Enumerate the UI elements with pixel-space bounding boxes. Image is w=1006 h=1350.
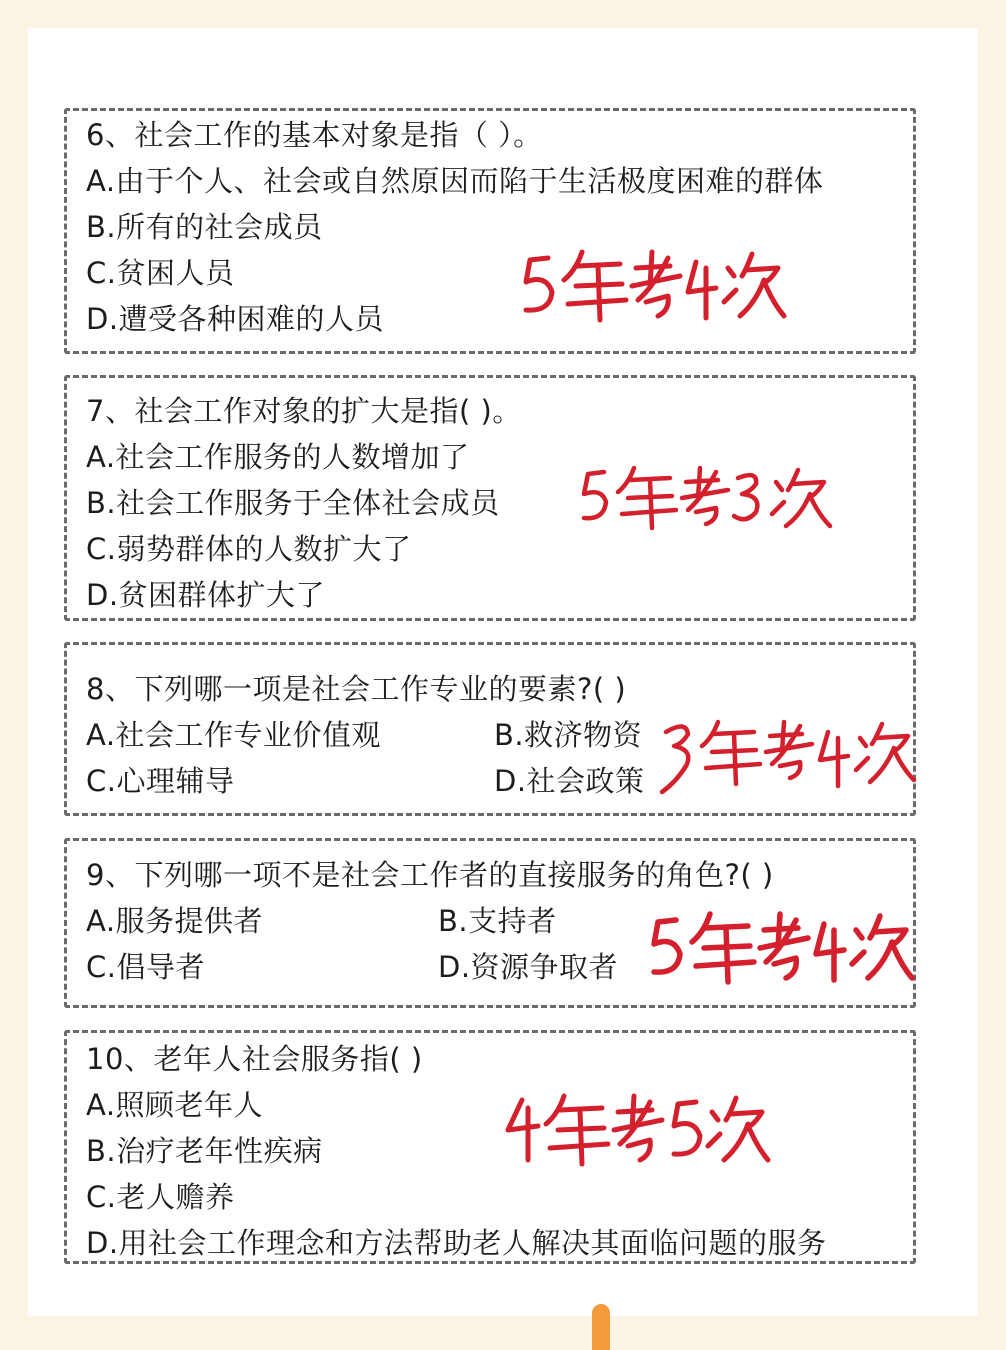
option-c: C.心理辅导 bbox=[86, 764, 235, 798]
option-d: D.贫困群体扩大了 bbox=[86, 578, 326, 612]
option-b: B.救济物资 bbox=[494, 718, 643, 752]
handwritten-stamp bbox=[656, 712, 920, 802]
handwritten-stamp bbox=[578, 462, 838, 534]
option-b: B.社会工作服务于全体社会成员 bbox=[86, 486, 500, 520]
option-c: C.倡导者 bbox=[86, 950, 205, 984]
question-stem: 9、下列哪一项不是社会工作者的直接服务的角色?( ) bbox=[86, 858, 774, 892]
decorative-pin bbox=[592, 1304, 610, 1350]
option-b: B.所有的社会成员 bbox=[86, 210, 323, 244]
option-d: D.遭受各种困难的人员 bbox=[86, 302, 385, 336]
option-a: A.社会工作专业价值观 bbox=[86, 718, 382, 752]
option-d: D.社会政策 bbox=[494, 764, 645, 798]
option-a: A.服务提供者 bbox=[86, 904, 264, 938]
question-stem: 8、下列哪一项是社会工作专业的要素?( ) bbox=[86, 672, 627, 706]
option-b: B.支持者 bbox=[438, 904, 557, 938]
handwritten-stamp bbox=[500, 1090, 770, 1170]
handwritten-stamp bbox=[648, 908, 918, 988]
option-d: D.资源争取者 bbox=[438, 950, 619, 984]
option-a: A.由于个人、社会或自然原因而陷于生活极度困难的群体 bbox=[86, 164, 824, 198]
question-stem: 7、社会工作对象的扩大是指( )。 bbox=[86, 394, 522, 428]
handwritten-stamp bbox=[520, 246, 790, 326]
option-c: C.贫困人员 bbox=[86, 256, 235, 290]
option-c: C.弱势群体的人数扩大了 bbox=[86, 532, 412, 566]
question-stem: 10、老年人社会服务指( ) bbox=[86, 1042, 423, 1076]
option-c: C.老人赡养 bbox=[86, 1180, 235, 1214]
question-stem: 6、社会工作的基本对象是指（ ）。 bbox=[86, 118, 543, 152]
option-a: A.照顾老年人 bbox=[86, 1088, 264, 1122]
option-b: B.治疗老年性疾病 bbox=[86, 1134, 323, 1168]
option-a: A.社会工作服务的人数增加了 bbox=[86, 440, 470, 474]
option-d: D.用社会工作理念和方法帮助老人解决其面临问题的服务 bbox=[86, 1226, 827, 1260]
